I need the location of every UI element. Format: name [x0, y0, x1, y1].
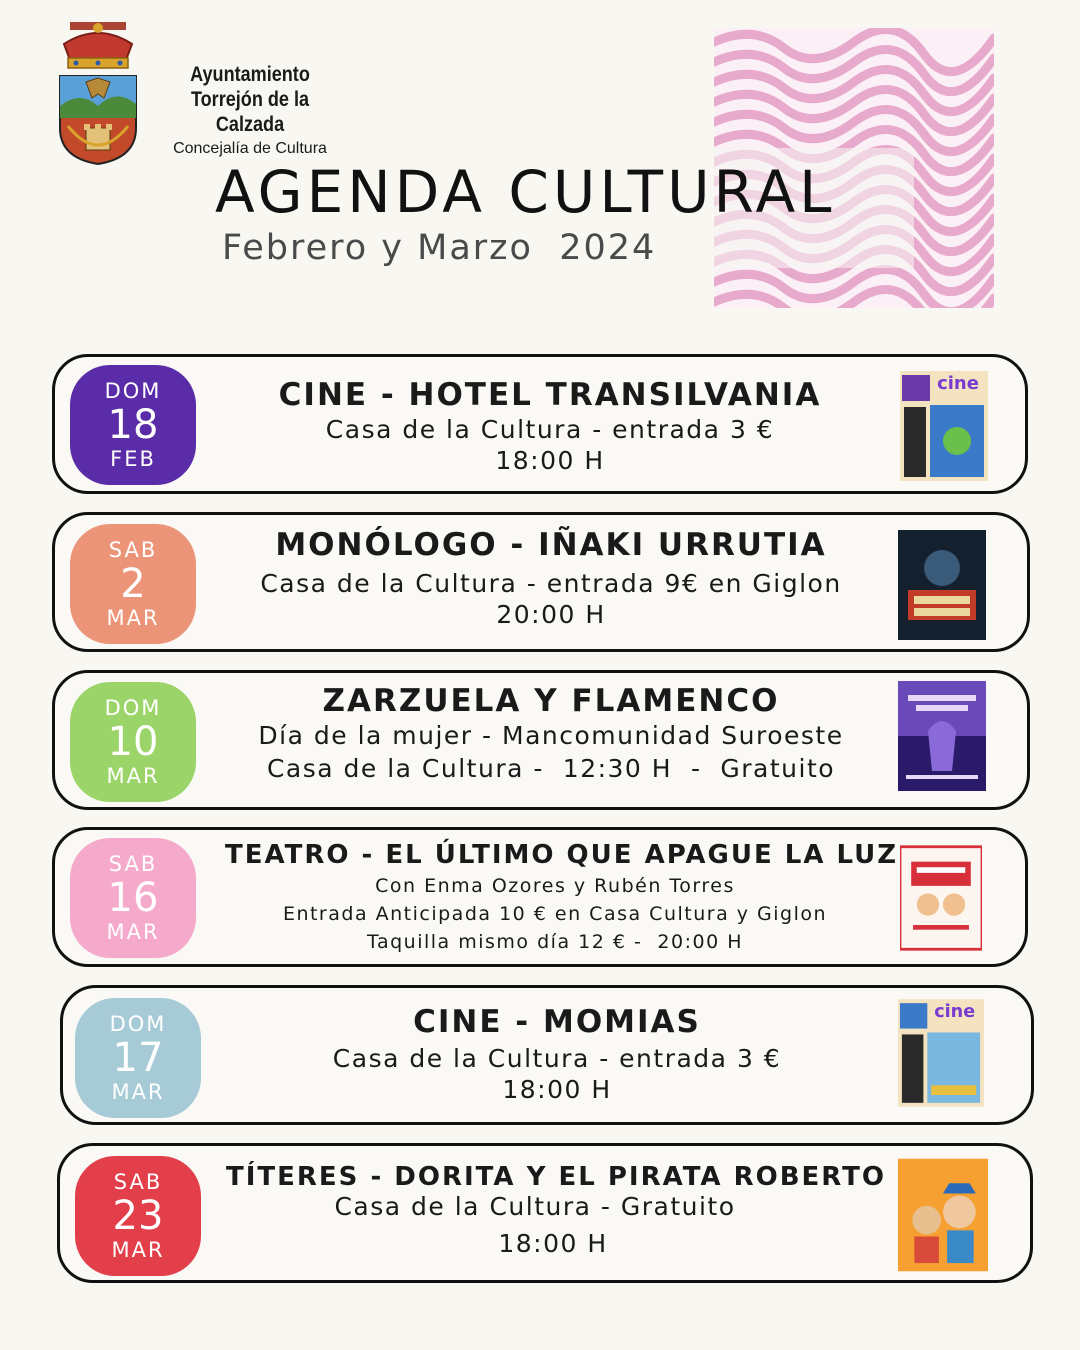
event-time: 18:00 H	[495, 446, 605, 475]
momias-poster-icon	[898, 998, 984, 1108]
page-title: AGENDA CULTURAL	[215, 158, 836, 226]
date-month: MAR	[106, 920, 160, 944]
event-time: Casa de la Cultura - 12:30 H - Gratuito	[266, 754, 836, 783]
date-weekday: SAB	[108, 852, 158, 876]
event-detail: Día de la mujer - Mancomunidad Suroeste	[258, 721, 844, 750]
date-day: 18	[107, 402, 159, 448]
event-detail: Casa de la Cultura - entrada 3 €	[325, 415, 775, 444]
date-weekday: DOM	[109, 1012, 167, 1036]
event-title: CINE - MOMIAS	[413, 1004, 701, 1040]
date-weekday: DOM	[104, 696, 162, 720]
titeres-poster-icon	[898, 1158, 988, 1272]
event-detail: Con Enma Ozores y Rubén Torres	[375, 875, 735, 897]
teatro-poster-icon	[900, 843, 982, 953]
svg-text:cine: cine	[937, 373, 979, 394]
event-time: 18:00 H	[502, 1075, 612, 1104]
date-month: MAR	[106, 764, 160, 788]
date-day: 2	[120, 561, 146, 607]
event-title: TÍTERES - DORITA Y EL PIRATA ROBERTO	[226, 1162, 886, 1192]
date-badge	[70, 365, 196, 485]
date-badge	[75, 1156, 201, 1276]
date-weekday: DOM	[104, 379, 162, 403]
date-weekday: SAB	[108, 538, 158, 562]
event-detail: Casa de la Cultura - entrada 3 €	[332, 1044, 782, 1073]
event-detail: Casa de la Cultura - entrada 9€ en Giglon	[260, 569, 842, 598]
org-line1: Ayuntamiento	[190, 63, 310, 86]
event-title: MONÓLOGO - IÑAKI URRUTIA	[275, 527, 827, 563]
event-title: TEATRO - EL ÚLTIMO QUE APAGUE LA LUZ	[225, 840, 899, 870]
monologue-poster-icon	[898, 530, 986, 640]
date-badge	[70, 524, 196, 644]
org-line2: Torrejón de la Calzada	[190, 88, 310, 136]
event-card[interactable]	[52, 354, 1028, 494]
event-time: 18:00 H	[498, 1229, 608, 1258]
event-detail: Entrada Anticipada 10 € en Casa Cultura y Giglon	[282, 903, 828, 925]
date-day: 17	[112, 1035, 164, 1081]
event-title: ZARZUELA Y FLAMENCO	[322, 683, 780, 719]
event-card[interactable]	[60, 985, 1034, 1125]
organization-block	[140, 62, 360, 158]
date-badge	[70, 682, 196, 802]
event-time: Taquilla mismo día 12 € - 20:00 H	[367, 931, 743, 953]
date-month: MAR	[111, 1238, 165, 1262]
date-badge	[70, 838, 196, 958]
event-title: CINE - HOTEL TRANSILVANIA	[278, 377, 822, 413]
date-day: 10	[107, 719, 159, 765]
org-line3: Concejalía de Cultura	[173, 140, 327, 157]
date-badge	[75, 998, 201, 1118]
event-detail: Casa de la Cultura - Gratuito	[334, 1192, 736, 1221]
date-month: MAR	[111, 1080, 165, 1104]
date-weekday: SAB	[113, 1170, 163, 1194]
date-day: 23	[112, 1193, 164, 1239]
event-card[interactable]	[52, 670, 1030, 810]
event-card[interactable]	[57, 1143, 1033, 1283]
municipal-crest-icon	[56, 18, 140, 168]
date-day: 16	[107, 875, 159, 921]
date-month: MAR	[106, 606, 160, 630]
page-subtitle: Febrero y Marzo 2024	[222, 228, 657, 268]
event-card[interactable]	[52, 827, 1028, 967]
event-time: 20:00 H	[496, 600, 606, 629]
event-card[interactable]	[52, 512, 1030, 652]
date-month: FEB	[110, 447, 156, 471]
svg-text:cine: cine	[934, 1001, 976, 1022]
cine-poster-icon	[900, 371, 988, 481]
zarzuela-poster-icon	[898, 681, 986, 791]
